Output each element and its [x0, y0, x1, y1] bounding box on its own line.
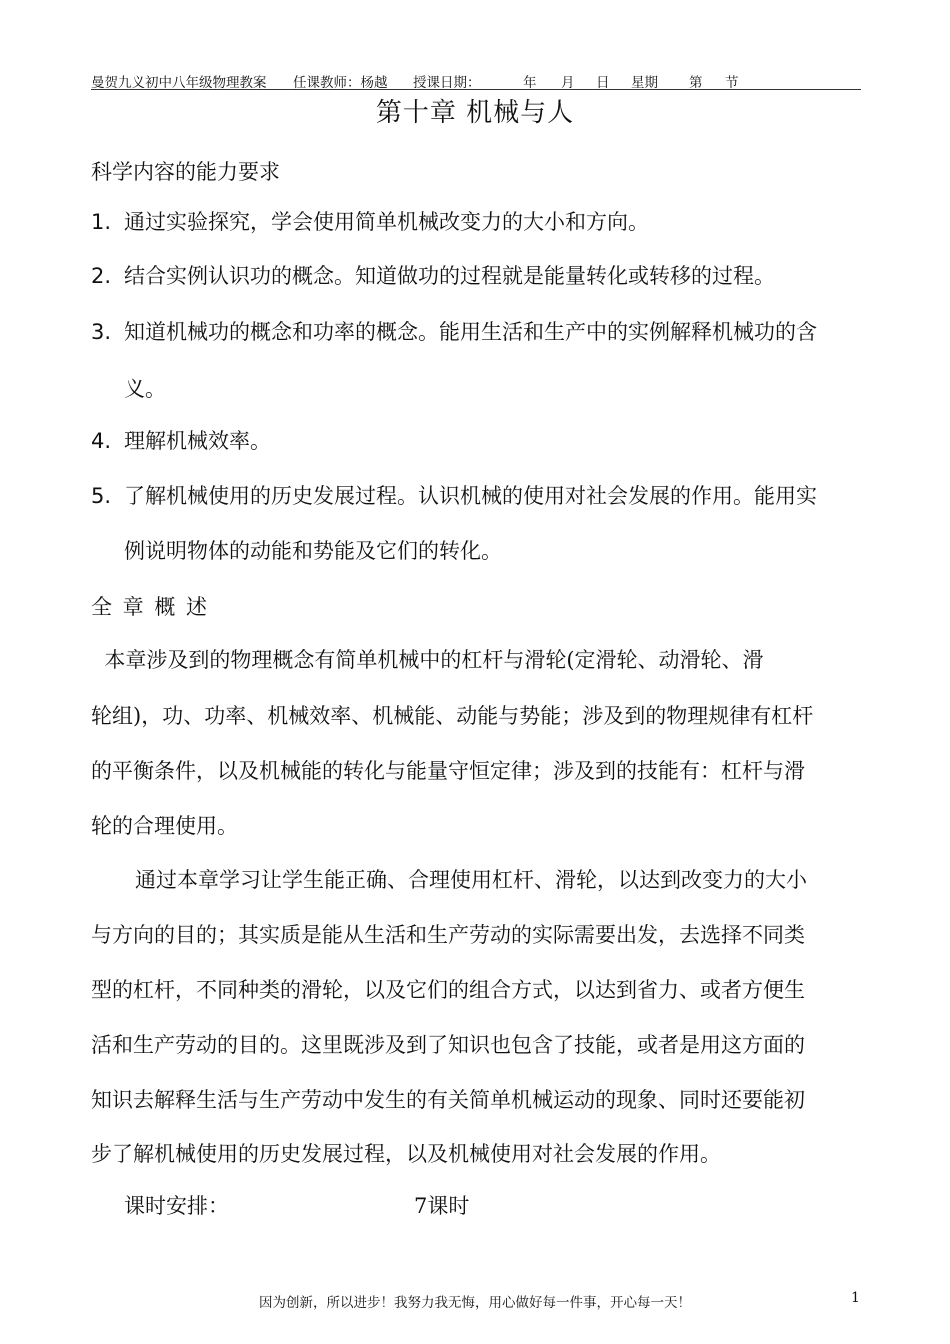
- school-name: 曼贺九义初中八年级物理教案: [91, 75, 267, 91]
- period-label-b: 节: [725, 75, 739, 91]
- day-label: 日: [596, 75, 610, 91]
- overview-para1-line4: 轮的合理使用。: [91, 814, 238, 838]
- schedule-label: 课时安排：: [124, 1194, 229, 1218]
- overview-para2-line6: 步了解机械使用的历史发展过程，以及机械使用对社会发展的作用。: [91, 1142, 721, 1166]
- item-number: 1.: [91, 210, 112, 234]
- overview-heading: 全 章 概 述: [91, 595, 210, 619]
- year-label: 年: [523, 75, 537, 91]
- weekday-label: 星期: [631, 75, 658, 91]
- overview-para1-line3: 的平衡条件，以及机械能的转化与能量守恒定律；涉及到的技能有：杠杆与滑: [91, 759, 805, 783]
- item-text: 理解机械效率。: [124, 429, 271, 453]
- item-text: 知道机械功的概念和功率的概念。能用生活和生产中的实例解释机械功的含: [124, 320, 817, 344]
- requirement-item-4: [91, 425, 271, 455]
- date-label: 授课日期：: [413, 75, 481, 91]
- overview-para2-line4: 活和生产劳动的目的。这里既涉及到了知识也包含了技能，或者是用这方面的: [91, 1033, 805, 1057]
- page-footer: 因为创新，所以进步！我努力我无悔，用心做好每一件事，开心每一天！: [259, 1295, 691, 1311]
- overview-para2-line2: 与方向的目的；其实质是能从生活和生产劳动的实际需要出发，去选择不同类: [91, 923, 805, 947]
- item-text: 通过实验探究，学会使用简单机械改变力的大小和方向。: [124, 210, 649, 234]
- item-text: 结合实例认识功的概念。知道做功的过程就是能量转化或转移的过程。: [124, 264, 775, 288]
- requirement-item-3: [91, 316, 817, 346]
- page-title: 第十章 机械与人: [375, 98, 575, 128]
- item-number: 2.: [91, 264, 112, 288]
- requirement-item-1: [91, 206, 649, 236]
- overview-para1-line2: 轮组)，功、功率、机械效率、机械能、动能与势能；涉及到的物理规律有杠杆: [91, 704, 814, 728]
- item-text: 了解机械使用的历史发展过程。认识机械的使用对社会发展的作用。能用实: [124, 484, 817, 508]
- requirement-item-5: [91, 480, 817, 510]
- overview-para1-line1: 本章涉及到的物理概念有简单机械中的杠杆与滑轮(定滑轮、动滑轮、滑: [91, 648, 764, 672]
- overview-para2-line1: 通过本章学习让学生能正确、合理使用杠杆、滑轮，以达到改变力的大小: [135, 868, 807, 892]
- month-label: 月: [561, 75, 575, 91]
- overview-para2-line5: 知识去解释生活与生产劳动中发生的有关简单机械运动的现象、同时还要能初: [91, 1088, 805, 1112]
- requirements-heading: 科学内容的能力要求: [91, 160, 280, 184]
- page-header: [91, 70, 861, 90]
- overview-para2-line3: 型的杠杆，不同种类的滑轮，以及它们的组合方式，以达到省力、或者方便生: [91, 978, 805, 1002]
- period-label-a: 第: [689, 75, 703, 91]
- item-number: 3.: [91, 320, 112, 344]
- page-number: 1: [851, 1290, 860, 1306]
- teacher-name: 任课教师：杨越: [293, 75, 388, 91]
- item-number: 4.: [91, 429, 112, 453]
- requirement-item-5-cont: 例说明物体的动能和势能及它们的转化。: [124, 539, 502, 563]
- item-number: 5.: [91, 484, 112, 508]
- schedule-value: 7课时: [414, 1194, 470, 1218]
- requirement-item-2: [91, 260, 775, 290]
- requirement-item-3-cont: 义。: [124, 377, 166, 401]
